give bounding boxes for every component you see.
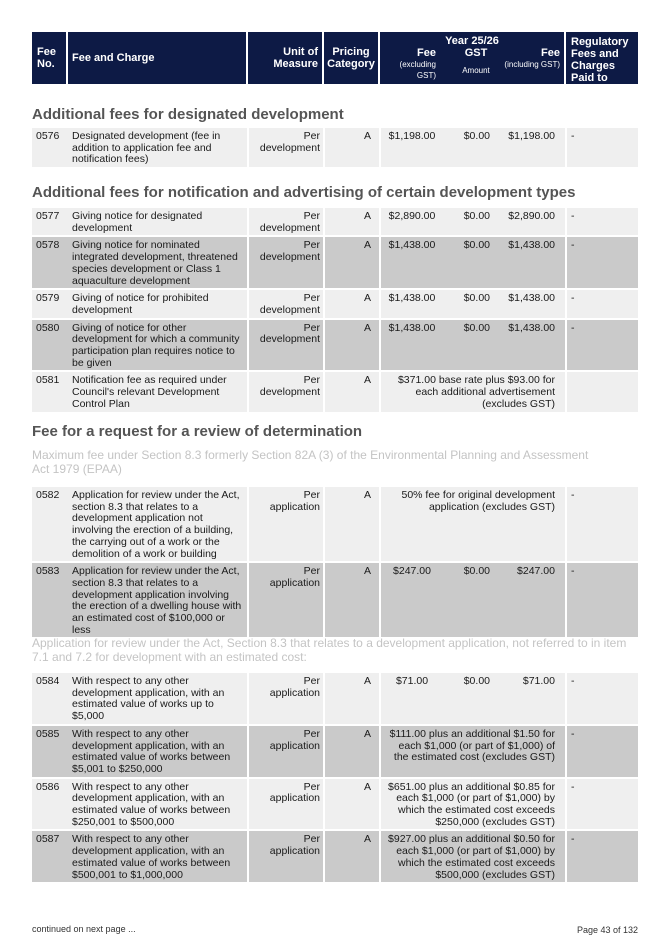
regulatory-paid-to: - <box>566 830 638 883</box>
fee-description: Application for review under the Act, section 8.3 that relates to a development application not involving the erection of a building, the carrying out of a work or the demolition of a work or building <box>68 487 248 562</box>
section-title: Fee for a request for a review of determination <box>32 423 363 440</box>
regulatory-paid-to: - <box>566 562 638 638</box>
table-row <box>32 128 638 168</box>
header-fee-incl-sub: (including GST) <box>504 60 560 69</box>
fee-incl-gst: $1,198.00 <box>494 128 566 168</box>
pricing-category: A <box>324 830 380 883</box>
fee-description: Giving notice for designated development <box>68 208 248 236</box>
fee-incl-gst: $2,890.00 <box>494 208 566 236</box>
section-title: Additional fees for designated development <box>32 106 344 123</box>
header-fee-incl <box>504 48 560 70</box>
pricing-category: A <box>324 236 380 289</box>
fee-table <box>32 487 638 639</box>
fee-number: 0581 <box>32 371 68 412</box>
regulatory-paid-to: - <box>566 778 638 831</box>
fee-number: 0585 <box>32 725 68 778</box>
header-gst <box>456 48 496 76</box>
fee-table <box>32 673 638 884</box>
table-row <box>32 673 638 725</box>
fee-description: Notification fee as required under Council's relevant Development Control Plan <box>68 371 248 412</box>
fee-number: 0577 <box>32 208 68 236</box>
fee-excl-gst: $247.00 <box>380 562 442 638</box>
fee-description: Giving notice for nominated integrated development, threatened species development or Class 1 aquaculture development <box>68 236 248 289</box>
fee-number: 0586 <box>32 778 68 831</box>
fee-number: 0584 <box>32 673 68 725</box>
fee-number: 0582 <box>32 487 68 562</box>
header-year: Year 25/26 <box>445 35 499 47</box>
fee-description: Designated development (fee in addition to application fee and notification fees) <box>68 128 248 168</box>
unit-of-measure: Per application <box>248 830 324 883</box>
fee-excl-gst: $1,198.00 <box>380 128 442 168</box>
pricing-category: A <box>324 289 380 318</box>
pricing-category: A <box>324 673 380 725</box>
section-title: Additional fees for notification and advertising of certain development types <box>32 184 576 201</box>
section-subtitle: Application for review under the Act, Section 8.3 that relates to a development application, not referred to in item 7.1 and 7.2 for development with an estimated cost: <box>32 636 627 664</box>
fee-table <box>32 208 638 414</box>
gst-amount: $0.00 <box>442 128 494 168</box>
header-regulatory: Regulatory Fees and Charges Paid to <box>566 32 638 84</box>
fee-note: $927.00 plus an additional $0.50 for each $1,000 (or part of $1,000) by which the estimated cost exceeds $500,000 (excludes GST) <box>380 830 566 883</box>
fee-incl-gst: $1,438.00 <box>494 319 566 372</box>
unit-of-measure: Per development <box>248 289 324 318</box>
header-fee-no: Fee No. <box>32 32 68 84</box>
fee-incl-gst: $71.00 <box>494 673 566 725</box>
gst-amount: $0.00 <box>442 236 494 289</box>
regulatory-paid-to: - <box>566 319 638 372</box>
header-year-group <box>380 32 566 84</box>
table-row <box>32 289 638 318</box>
table-row <box>32 487 638 562</box>
unit-of-measure: Per development <box>248 128 324 168</box>
fee-note: 50% fee for original development application (excludes GST) <box>380 487 566 562</box>
header-fee-excl-label: Fee <box>417 47 436 59</box>
table-row <box>32 208 638 236</box>
pricing-category: A <box>324 778 380 831</box>
header-fee-and-charge: Fee and Charge <box>68 32 248 84</box>
fee-description: With respect to any other development application, with an estimated value of works up to $5,000 <box>68 673 248 725</box>
table-row <box>32 371 638 412</box>
fee-note: $111.00 plus an additional $1.50 for each $1,000 (or part of $1,000) of the estimated cost (excludes GST) <box>380 725 566 778</box>
fee-note: $371.00 base rate plus $93.00 for each additional advertisement (excludes GST) <box>380 371 566 412</box>
pricing-category: A <box>324 208 380 236</box>
fee-description: Application for review under the Act, section 8.3 that relates to a development application involving the erection of a dwelling house with an estimated cost of $100,000 or less <box>68 562 248 638</box>
fee-incl-gst: $247.00 <box>494 562 566 638</box>
regulatory-paid-to <box>566 371 638 412</box>
pricing-category: A <box>324 371 380 412</box>
gst-amount: $0.00 <box>442 673 494 725</box>
pricing-category: A <box>324 128 380 168</box>
fee-number: 0583 <box>32 562 68 638</box>
fee-number: 0578 <box>32 236 68 289</box>
unit-of-measure: Per application <box>248 487 324 562</box>
fee-excl-gst: $1,438.00 <box>380 319 442 372</box>
fee-description: With respect to any other development application, with an estimated value of works between $500,001 to $1,000,000 <box>68 830 248 883</box>
fees-page <box>32 32 638 881</box>
header-gst-sub: Amount <box>462 66 490 75</box>
regulatory-paid-to: - <box>566 725 638 778</box>
fee-number: 0579 <box>32 289 68 318</box>
regulatory-paid-to: - <box>566 128 638 168</box>
fee-excl-gst: $2,890.00 <box>380 208 442 236</box>
fee-number: 0587 <box>32 830 68 883</box>
fee-excl-gst: $1,438.00 <box>380 236 442 289</box>
unit-of-measure: Per development <box>248 319 324 372</box>
unit-of-measure: Per development <box>248 236 324 289</box>
unit-of-measure: Per development <box>248 371 324 412</box>
unit-of-measure: Per application <box>248 778 324 831</box>
unit-of-measure: Per application <box>248 562 324 638</box>
fee-incl-gst: $1,438.00 <box>494 289 566 318</box>
gst-amount: $0.00 <box>442 289 494 318</box>
table-row <box>32 725 638 778</box>
fee-description: Giving of notice for prohibited development <box>68 289 248 318</box>
table-row <box>32 236 638 289</box>
table-row <box>32 830 638 883</box>
table-header <box>32 32 638 84</box>
pricing-category: A <box>324 487 380 562</box>
regulatory-paid-to: - <box>566 487 638 562</box>
gst-amount: $0.00 <box>442 208 494 236</box>
pricing-category: A <box>324 562 380 638</box>
fee-excl-gst: $71.00 <box>380 673 442 725</box>
continued-note: continued on next page ... <box>32 924 136 934</box>
regulatory-paid-to: - <box>566 673 638 725</box>
table-row <box>32 562 638 638</box>
fee-note: $651.00 plus an additional $0.85 for each $1,000 (or part of $1,000) by which the estimated cost exceeds $250,000 (excludes GST) <box>380 778 566 831</box>
pricing-category: A <box>324 725 380 778</box>
fee-number: 0580 <box>32 319 68 372</box>
table-row <box>32 778 638 831</box>
header-unit-of-measure: Unit of Measure <box>248 32 324 84</box>
unit-of-measure: Per application <box>248 725 324 778</box>
fee-table <box>32 128 638 169</box>
fee-number: 0576 <box>32 128 68 168</box>
pricing-category: A <box>324 319 380 372</box>
unit-of-measure: Per application <box>248 673 324 725</box>
header-fee-incl-label: Fee <box>541 47 560 59</box>
section-subtitle: Maximum fee under Section 8.3 formerly Section 82A (3) of the Environmental Planning and Assessment Act 1979 (EPAA) <box>32 448 589 476</box>
gst-amount: $0.00 <box>442 562 494 638</box>
header-gst-label: GST <box>464 47 488 59</box>
fee-description: Giving of notice for other development for which a community participation plan requires notice to be given <box>68 319 248 372</box>
fee-excl-gst: $1,438.00 <box>380 289 442 318</box>
fee-incl-gst: $1,438.00 <box>494 236 566 289</box>
header-fee-excl <box>382 48 436 81</box>
gst-amount: $0.00 <box>442 319 494 372</box>
unit-of-measure: Per development <box>248 208 324 236</box>
regulatory-paid-to: - <box>566 208 638 236</box>
fee-description: With respect to any other development application, with an estimated value of works between $250,001 to $500,000 <box>68 778 248 831</box>
table-row <box>32 319 638 372</box>
regulatory-paid-to: - <box>566 289 638 318</box>
fee-description: With respect to any other development application, with an estimated value of works between $5,001 to $250,000 <box>68 725 248 778</box>
header-fee-excl-sub: (excluding GST) <box>399 60 436 80</box>
page-number: Page 43 of 132 <box>576 925 638 935</box>
header-pricing-category: Pricing Category <box>324 32 380 84</box>
regulatory-paid-to: - <box>566 236 638 289</box>
